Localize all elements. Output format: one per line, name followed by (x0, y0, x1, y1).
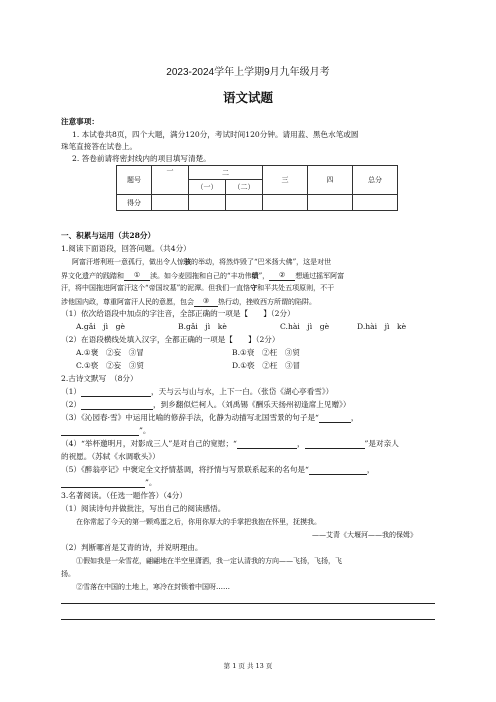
sub-question: （1）依次给语段中加点的字注音，全部正确的一项是【 】（2分） (61, 309, 295, 318)
answer-blank[interactable] (81, 409, 153, 410)
poem-option: ①假如我是一朵雪花，翩翩地在半空里潇洒，我一定认清我的方向——飞扬，飞扬，飞 (76, 557, 342, 565)
passage-line: 界文化遗产的践踏和 ① 渎。如今麦园拖和自己的“丰功伟绩”， ② 想通过摇军阿富 (61, 271, 345, 280)
option-a[interactable]: A.gǎi jì gè (76, 322, 126, 331)
answer-blank[interactable] (61, 435, 139, 436)
notice-title: 注意事项： (61, 117, 99, 126)
table-header-cell: （一） (189, 180, 226, 195)
table-header-cell: 四 (308, 166, 353, 195)
option-d[interactable]: D.hài jì kè (357, 322, 407, 331)
answer-line[interactable] (61, 619, 435, 620)
poem-option: 扬。 (61, 570, 75, 578)
poem-source: ——艾青《大堰河——我的保姆》 (312, 531, 417, 539)
recitation-line: ”。 (61, 478, 156, 488)
dotted-char: 守 (250, 283, 258, 292)
table-header-cell: 二 (189, 166, 263, 180)
sub-question: （1）阅读诗句并做批注，写出自己的阅读感悟。 (61, 504, 226, 513)
page-title: 语文试题 (222, 90, 273, 105)
sub-question: （2）判断哪首是艾青的诗，并说明理由。 (61, 543, 203, 552)
score-cell[interactable] (308, 195, 353, 211)
table-row-label: 得分 (117, 195, 152, 211)
passage-line: 汗，将中国拖进阿富汗这个“帝国坟墓”的泥潭。但我们一直恪守和平共处五项原则，不干 (61, 283, 335, 292)
answer-blank[interactable]: ① (124, 270, 150, 281)
notice-line: 2. 答卷前请将密封线内的项目填写清楚。 (72, 154, 211, 163)
option-b[interactable]: B.①衰 ②枉 ③贸 (232, 348, 300, 357)
poem-quote: 在你常起了今天的第一颗鸡蛋之后，你用你厚大的手掌把我抱在怀里，抚摸我。 (76, 518, 321, 526)
notice-line: 1. 本试卷共8页，四个大题，满分120分，考试时间120分钟。请用蓝、黑色水笔或圆 (72, 130, 359, 139)
table-header-cell: （二） (226, 180, 263, 195)
answer-line[interactable] (61, 603, 435, 604)
recitation-line: 的祝愿。（苏轼《水调歌头》） (61, 452, 160, 461)
answer-blank[interactable] (237, 448, 297, 449)
option-c[interactable]: C.①亵 ②妄 ③贸 (76, 361, 144, 370)
score-cell[interactable] (263, 195, 308, 211)
passage-line: 阿富汗塔利班一意孤行，做出令人惊骇的举动，将然炸毁了“巴米扬大佛”，这是对世 (72, 257, 332, 266)
option-b[interactable]: B.gǎi jì kè (178, 322, 227, 331)
answer-blank[interactable]: ③ (194, 296, 218, 307)
sub-question: （2）在语段横线处填入汉字，全都正确的一项是【 】（2分） (61, 335, 280, 344)
recitation-line: （5）《醉翁亭记》中褒定全文抒情基调，将抒情与写景联系起来的名句是“ ， (61, 465, 375, 474)
table-header-cell: 总分 (353, 166, 398, 195)
answer-blank[interactable] (81, 396, 151, 397)
dotted-char: 绩 (251, 271, 259, 280)
option-a[interactable]: A.①褒 ②妄 ③冒 (76, 348, 144, 357)
notice-line: 珠笔直接答在试卷上。 (61, 142, 137, 151)
recitation-line: （4）“举杯邀明月，对影成三人”是对自己的宽慰；“ ， ”是对亲人 (61, 439, 399, 448)
question-title: 1.阅读下面语段，回答问题。（共4分） (61, 244, 191, 253)
table-header-cell: 一 (152, 166, 189, 195)
question-title: 2.古诗文默写 （8分） (61, 374, 138, 383)
option-d[interactable]: D.①亵 ②枉 ③冒 (232, 361, 301, 370)
score-cell[interactable] (152, 195, 189, 211)
passage-line: 涉他国内政，尊重阿富汗人民的意愿，包会 ③ 热行动，挫败西方所谓的陷阱。 (61, 297, 316, 306)
recitation-line: ”。 (61, 426, 150, 436)
question-title: 3.名著阅读。（任选一题作答）（4分） (61, 491, 187, 500)
table-header-cell: 三 (263, 166, 308, 195)
answer-blank[interactable] (319, 422, 351, 423)
answer-blank[interactable] (61, 487, 145, 488)
table-header-cell: 题号 (117, 166, 152, 195)
answer-blank[interactable]: ② (269, 270, 295, 281)
exam-header: 2023-2024学年上学期9月九年级月考 (166, 67, 330, 78)
score-cell[interactable] (189, 195, 226, 211)
section-heading: 一、积累与运用（共28分） (61, 231, 156, 240)
answer-blank[interactable] (309, 474, 367, 475)
score-cell[interactable] (226, 195, 263, 211)
score-table (116, 165, 398, 211)
poem-option: ②雪落在中国的土地上，寒冷在封锁着中国呀…… (76, 583, 230, 591)
recitation-line: （3）《沁园春·雪》中运用比喻的修辞手法，化静为动描写北国雪景的句子是“ ， (61, 413, 359, 422)
recitation-line: （1） ，天与云与山与水，上下一白。（张岱《湖心亭看雪》） (61, 387, 334, 396)
answer-blank[interactable] (305, 448, 365, 449)
score-cell[interactable] (353, 195, 398, 211)
recitation-line: （2） ，到乡翻似烂柯人。（刘禹锡《酬乐天扬州初逢席上见赠》） (61, 400, 351, 409)
page-footer: 第 1 页 共 13 页 (223, 662, 273, 670)
dotted-char: 骇 (184, 257, 191, 266)
option-c[interactable]: C.hài jì gè (280, 322, 330, 331)
